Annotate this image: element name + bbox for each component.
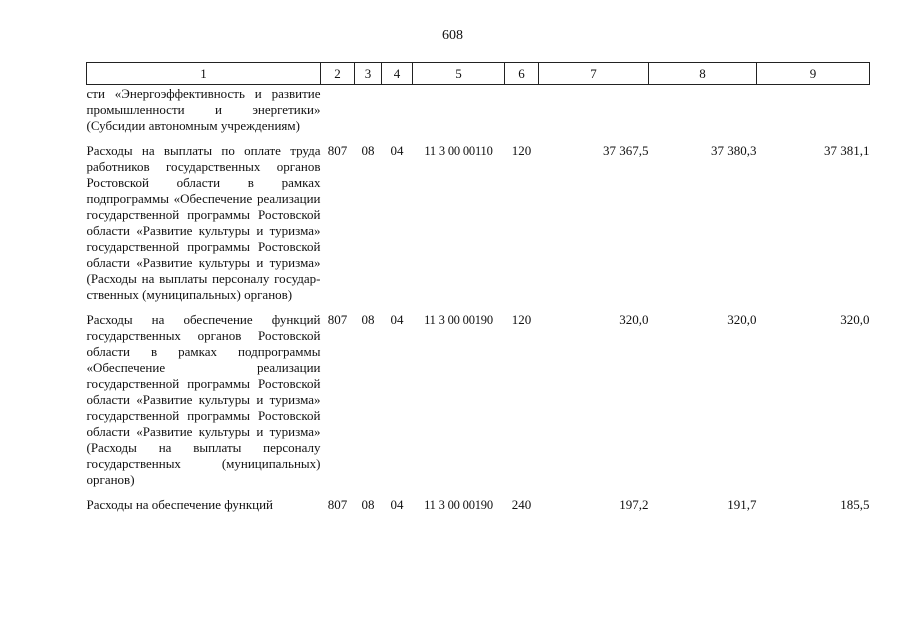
cell-section: 08	[361, 497, 375, 512]
table-row	[87, 143, 870, 312]
cell-grbs: 807	[327, 143, 348, 158]
cell-year-3: 320,0	[840, 312, 870, 327]
cell-subsection: 04	[390, 143, 404, 158]
table-header-row	[87, 63, 870, 85]
cell-subsection	[382, 85, 413, 144]
cell-section: 08	[361, 312, 375, 327]
cell-target-article: 11 3 00 00190	[424, 313, 493, 327]
row-description: Расходы на обеспечение функций	[86, 497, 274, 512]
row-description: Расходы на обеспечение функций государственных органов Ростовской области в рамках подпрограммы «Обеспечение реализации государственной программы Ростовской области «Развитие культуры и туризма» государственной программы Ростовской области «Развитие культуры и туризма» (Расходы на выплаты персоналу государственных (муниципальных) органов)	[86, 312, 321, 487]
cell-grbs: 807	[327, 497, 348, 512]
cell-section: 08	[361, 143, 375, 158]
table-row	[87, 85, 870, 144]
cell-year-2	[649, 85, 757, 144]
cell-target-article	[413, 85, 505, 144]
column-header: 6	[505, 63, 539, 85]
cell-subsection: 04	[390, 497, 404, 512]
cell-expense-type: 120	[511, 143, 532, 158]
cell-year-2: 191,7	[727, 497, 757, 512]
cell-grbs	[321, 85, 355, 144]
cell-year-2: 37 380,3	[711, 143, 757, 158]
row-description: Расходы на выплаты по оплате труда работников государственных органов Ростовской области в рамках подпрограммы «Обеспечение реализации государственной программы Ростовской области «Развитие культуры и туризма» государственной программы Ростовской области «Развитие культуры и туризма» (Расходы на выплаты персоналу государственных (муниципальных) органов)	[86, 143, 321, 302]
cell-year-1: 197,2	[619, 497, 649, 512]
cell-year-3: 185,5	[840, 497, 870, 512]
cell-year-3: 37 381,1	[824, 143, 870, 158]
column-header: 9	[757, 63, 870, 85]
cell-target-article: 11 3 00 00190	[424, 498, 493, 512]
cell-section	[355, 85, 382, 144]
cell-target-article: 11 3 00 00110	[424, 144, 493, 158]
cell-expense-type	[505, 85, 539, 144]
column-header: 3	[355, 63, 382, 85]
cell-grbs: 807	[327, 312, 348, 327]
cell-expense-type: 120	[511, 312, 532, 327]
cell-year-3	[757, 85, 870, 144]
column-header: 1	[87, 63, 321, 85]
budget-table	[86, 62, 870, 522]
table-row	[87, 497, 870, 522]
cell-year-1: 320,0	[619, 312, 649, 327]
page-number: 608	[442, 28, 463, 43]
cell-year-1	[539, 85, 649, 144]
column-header: 5	[413, 63, 505, 85]
column-header: 2	[321, 63, 355, 85]
cell-year-1: 37 367,5	[603, 143, 649, 158]
cell-year-2: 320,0	[727, 312, 757, 327]
table-row	[87, 312, 870, 497]
column-header: 7	[539, 63, 649, 85]
column-header: 4	[382, 63, 413, 85]
cell-expense-type: 240	[511, 497, 532, 512]
cell-subsection: 04	[390, 312, 404, 327]
column-header: 8	[649, 63, 757, 85]
row-description: сти «Энергоэффективность и развитие промышленности и энергетики» (Субсидии автономным учреждениям)	[86, 86, 321, 133]
